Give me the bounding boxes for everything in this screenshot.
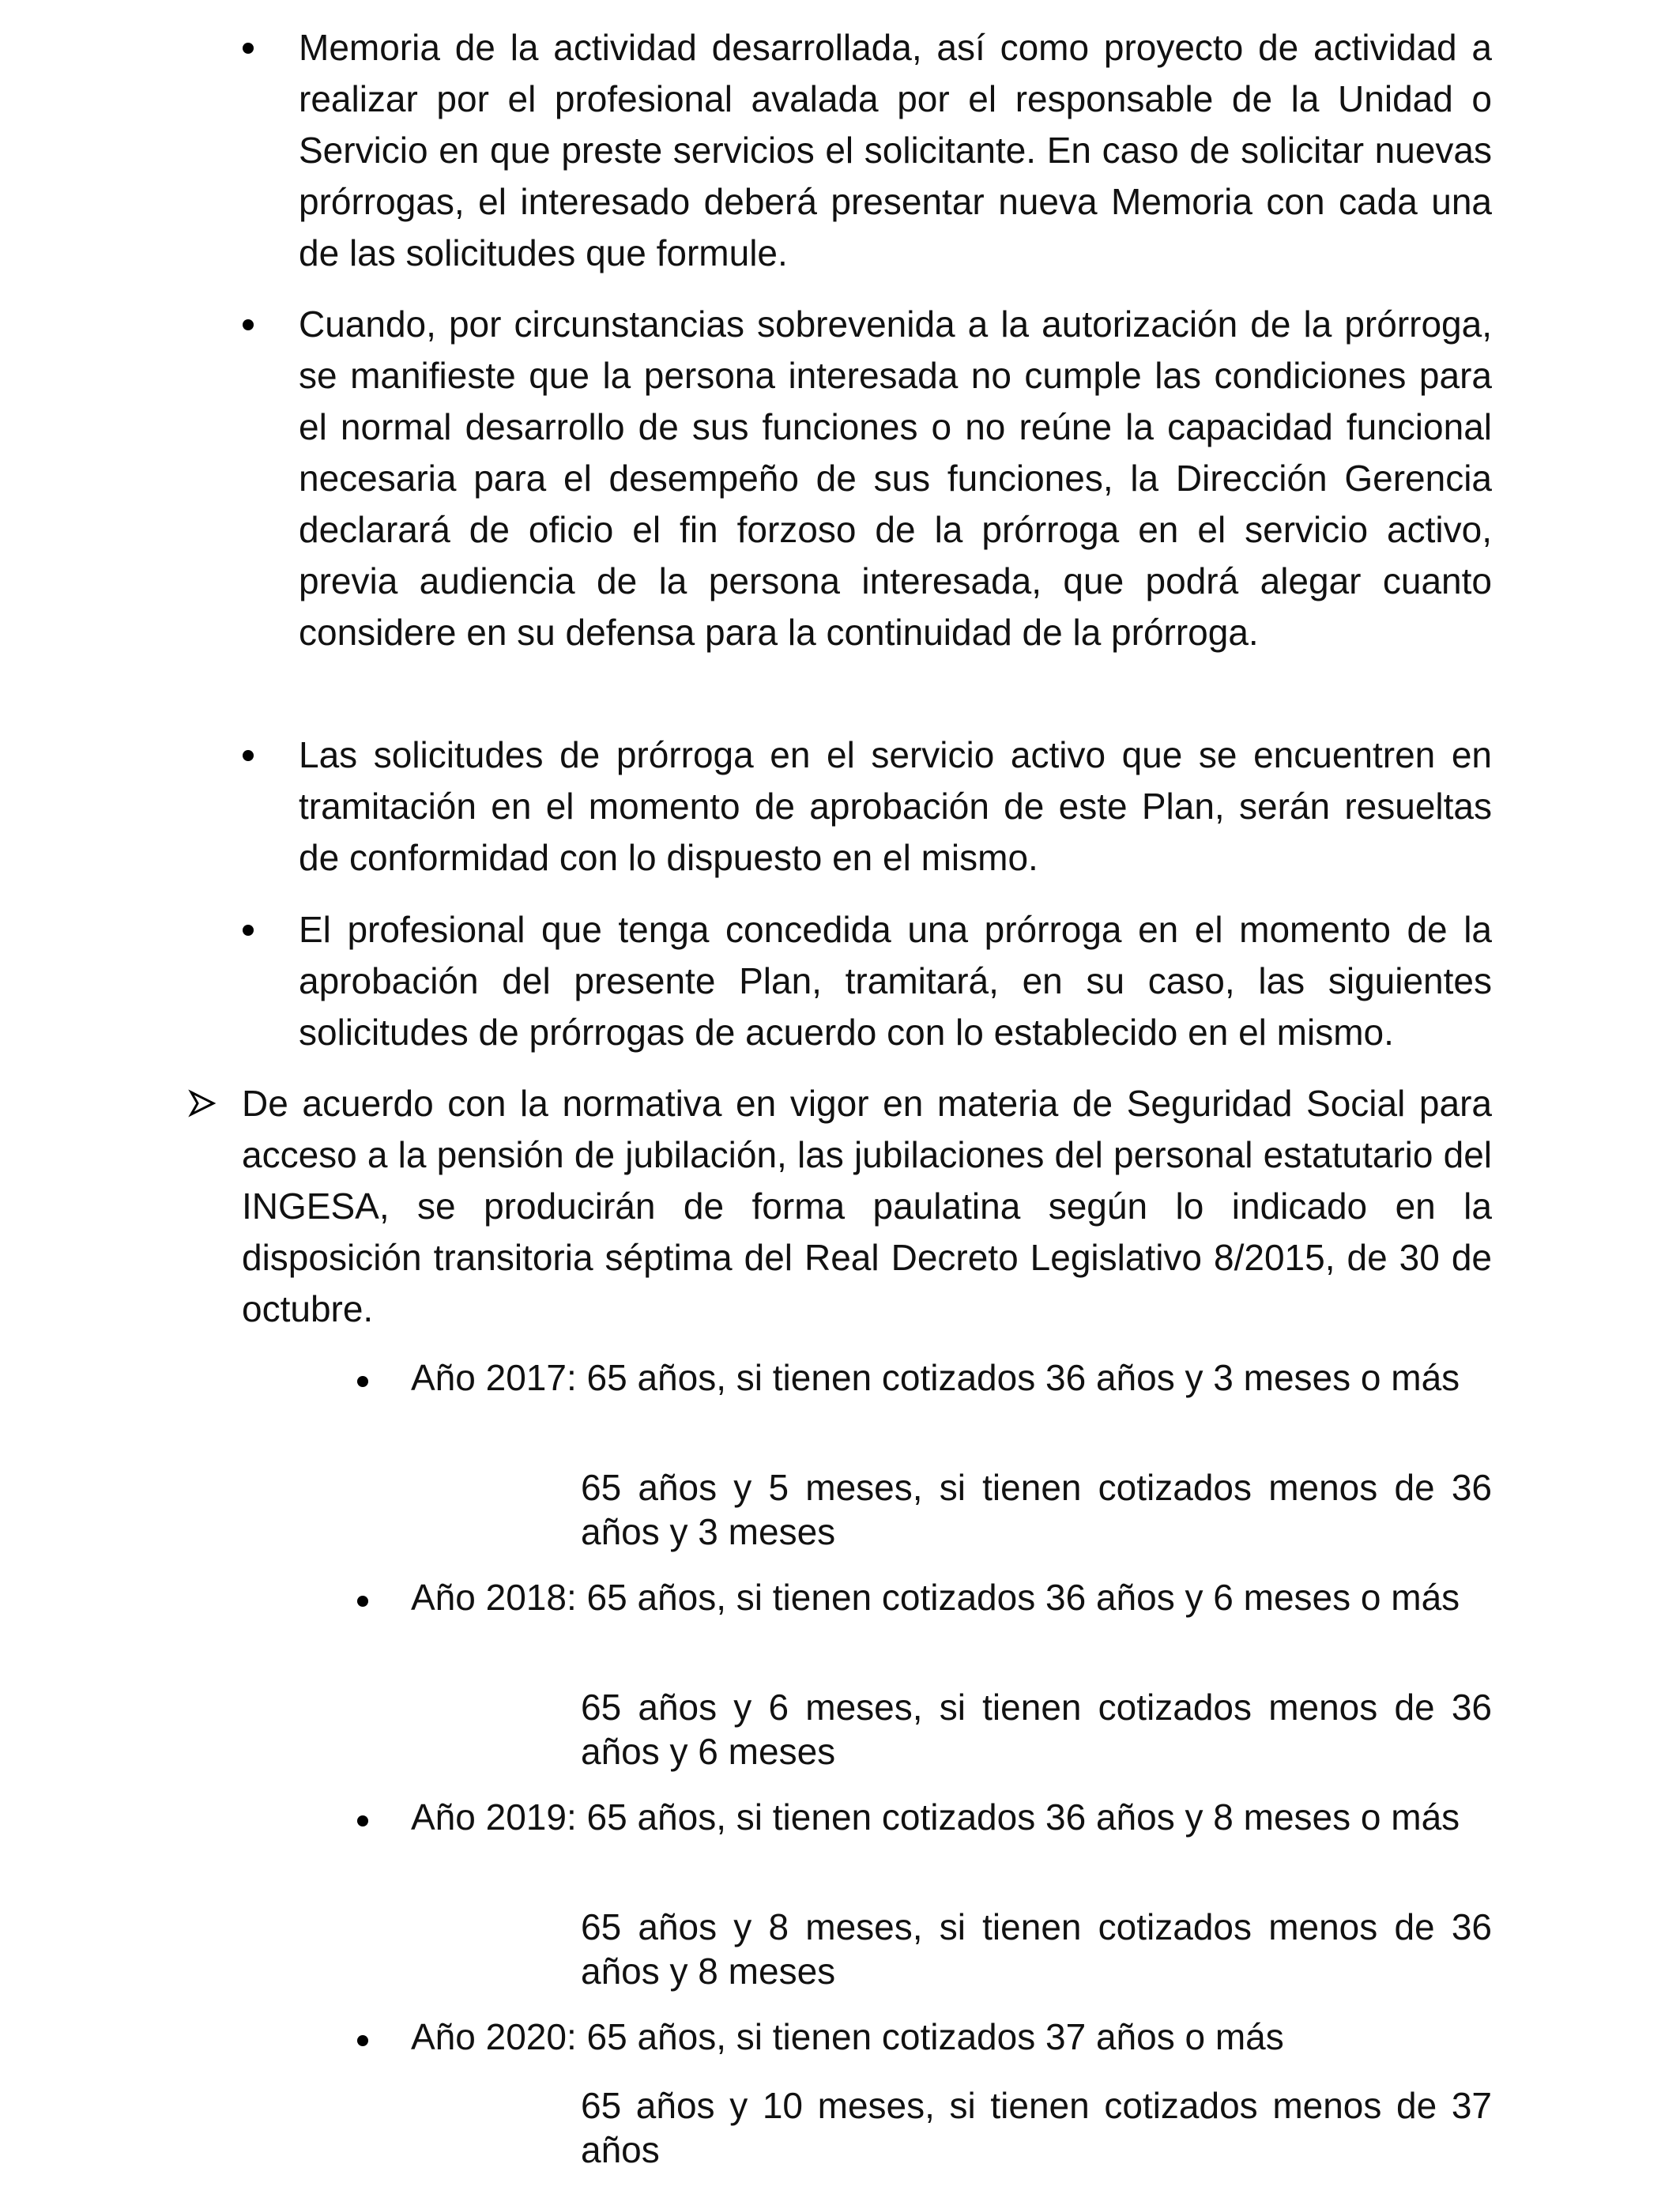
year-item: Año 2020: 65 años, si tienen cotizados 37 años o más bbox=[411, 2016, 1284, 2057]
bullet-dot-icon bbox=[357, 1596, 368, 1607]
bullet-dot-icon bbox=[243, 319, 254, 330]
bullet-dot-icon bbox=[243, 750, 254, 761]
arrow-list-item: De acuerdo con la normativa en vigor en materia de Seguridad Social para acceso a la pensión de jubilación, las jubilaciones del personal estatutario del INGESA, se producirán de forma paulatina según lo indicado en la disposición transitoria séptima del Real Decreto Legislativo 8/2015, de 30 de octubre. bbox=[242, 1083, 1492, 1329]
bullet-dot-icon bbox=[357, 2035, 368, 2046]
year-item: Año 2018: 65 años, si tienen cotizados 36 años y 6 meses o más bbox=[411, 1577, 1460, 1618]
bullet-dot-icon bbox=[243, 925, 254, 936]
year-alt-item: 65 años y 8 meses, si tienen cotizados menos de 36 años y 8 meses bbox=[581, 1906, 1492, 1992]
list-item: El profesional que tenga concedida una prórroga en el momento de la aprobación del presente Plan, tramitará, en su caso, las siguientes solicitudes de prórrogas de acuerdo con lo establecido en el mismo. bbox=[299, 909, 1492, 1053]
arrow-bullet-icon bbox=[188, 1089, 217, 1118]
year-item: Año 2017: 65 años, si tienen cotizados 36 años y 3 meses o más bbox=[411, 1357, 1460, 1398]
list-item: Cuando, por circunstancias sobrevenida a la autorización de la prórroga, se manifieste que la persona interesada no cumple las condiciones para el normal desarrollo de sus funciones o no reúne la capacidad funcional necesaria para el desempeño de sus funciones, la Dirección Gerencia declarará de oficio el fin forzoso de la prórroga en el servicio activo, previa audiencia de la persona interesada, que podrá alegar cuanto considere en su defensa para la continuidad de la prórroga. bbox=[299, 303, 1492, 653]
year-item: Año 2019: 65 años, si tienen cotizados 36 años y 8 meses o más bbox=[411, 1796, 1460, 1838]
year-alt-item: 65 años y 5 meses, si tienen cotizados menos de 36 años y 3 meses bbox=[581, 1467, 1492, 1552]
bullet-dot-icon bbox=[357, 1376, 368, 1387]
year-alt-item: 65 años y 10 meses, si tienen cotizados menos de 37 años bbox=[581, 2085, 1492, 2170]
list-item: Memoria de la actividad desarrollada, así como proyecto de actividad a realizar por el profesional avalada por el responsable de la Unidad o Servicio en que preste servicios el solicitante. En caso de solicitar nuevas prórrogas, el interesado deberá presentar nueva Memoria con cada una de las solicitudes que formule. bbox=[299, 27, 1492, 273]
list-item: Las solicitudes de prórroga en el servicio activo que se encuentren en tramitación en el momento de aprobación de este Plan, serán resueltas de conformidad con lo dispuesto en el mismo. bbox=[299, 734, 1492, 878]
bullet-dot-icon bbox=[357, 1815, 368, 1826]
bullet-dot-icon bbox=[243, 43, 254, 54]
year-alt-item: 65 años y 6 meses, si tienen cotizados menos de 36 años y 6 meses bbox=[581, 1687, 1492, 1772]
